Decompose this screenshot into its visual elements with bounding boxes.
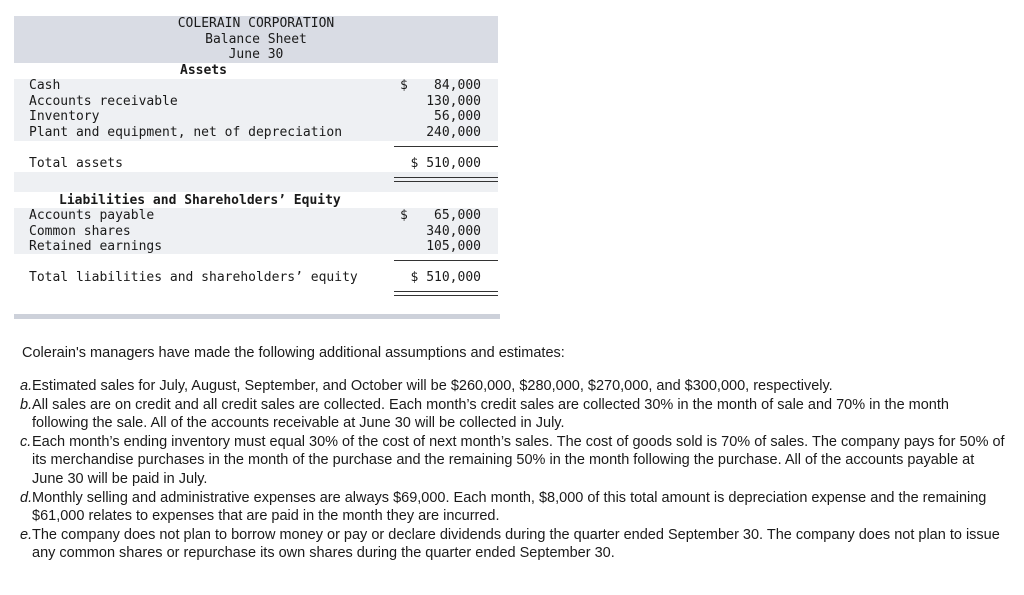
liability-value: 340,000 [426,224,481,239]
total-assets-value: $ 510,000 [410,156,481,171]
asset-value: 130,000 [426,94,481,109]
asset-label: Cash [29,78,61,93]
item-text: All sales are on credit and all credit sales are collected. Each month’s credit sales are collected 30% in the month of sale and 70% in the month following the sale. All of the accounts receivable at June 30 will be collected in July. [32,396,949,432]
assumption-item [22,526,1007,563]
liability-label: Common shares [29,224,131,239]
company-name: COLERAIN CORPORATION [177,16,335,31]
assumption-item [22,396,1007,433]
item-text: Monthly selling and administrative expenses are always $69,000. Each month, $8,000 of this total amount is depreciation expense and the remaining $61,000 relates to expenses that are paid in the month they are incurred. [32,489,987,525]
liability-value: 65,000 [434,208,481,223]
assets-heading: Assets [180,63,227,78]
item-letter: b. [20,396,33,413]
total-assets-label: Total assets [29,156,123,171]
statement-date: June 30 [228,47,284,62]
total-rule-bottom [394,295,498,296]
total-liabilities-label: Total liabilities and shareholders’ equity [29,270,358,285]
total-liabilities-value: $ 510,000 [410,270,481,285]
assumptions-intro: Colerain's managers have made the following additional assumptions and estimates: [22,345,565,361]
balance-sheet [14,16,500,320]
liability-label: Accounts payable [29,208,155,223]
total-rule-top [394,291,498,292]
item-letter: a. [20,378,33,394]
liability-currency: $ [400,208,408,223]
item-letter: c. [20,433,32,450]
liability-label: Retained earnings [29,239,163,254]
asset-label: Inventory [29,109,100,124]
assumption-item [22,377,1007,396]
item-letter: e. [20,526,33,543]
asset-value: 56,000 [434,109,481,124]
assumption-item [22,433,1007,489]
asset-value: 84,000 [434,78,481,93]
item-letter: d. [20,489,33,506]
asset-label: Plant and equipment, net of depreciation [29,125,343,140]
liabilities-heading: Liabilities and Shareholders’ Equity [59,193,341,208]
table-bottom-bar [14,314,500,319]
total-rule-top [394,177,498,178]
item-text: The company does not plan to borrow money or pay or declare dividends during the quarter ended September 30. The company does not plan to issue any common shares or repurchase its own shares during the quarter ended September 30. [32,526,1000,562]
item-text: Each month’s ending inventory must equal 30% of the cost of next month’s sales. The cost of goods sold is 70% of sales. The company pays for 50% of its merchandise purchases in the month of the purchase and the remaining 50% in the month following the purchase. All of the accounts payable at June 30 will be paid in July. [32,433,1005,487]
liabilities-heading-band [14,172,498,192]
item-text: Estimated sales for July, August, September, and October will be $260,000, $280,000, $270,000, and $300,000, respectively. [32,378,833,394]
statement-title: Balance Sheet [205,32,307,47]
liability-value: 105,000 [426,239,481,254]
asset-label: Accounts receivable [29,94,178,109]
subtotal-rule [394,260,498,261]
total-rule-bottom [394,181,498,182]
assumption-item [22,489,1007,526]
assumptions [22,344,1007,563]
asset-currency: $ [400,78,408,93]
subtotal-rule [394,146,498,147]
asset-value: 240,000 [426,125,481,140]
